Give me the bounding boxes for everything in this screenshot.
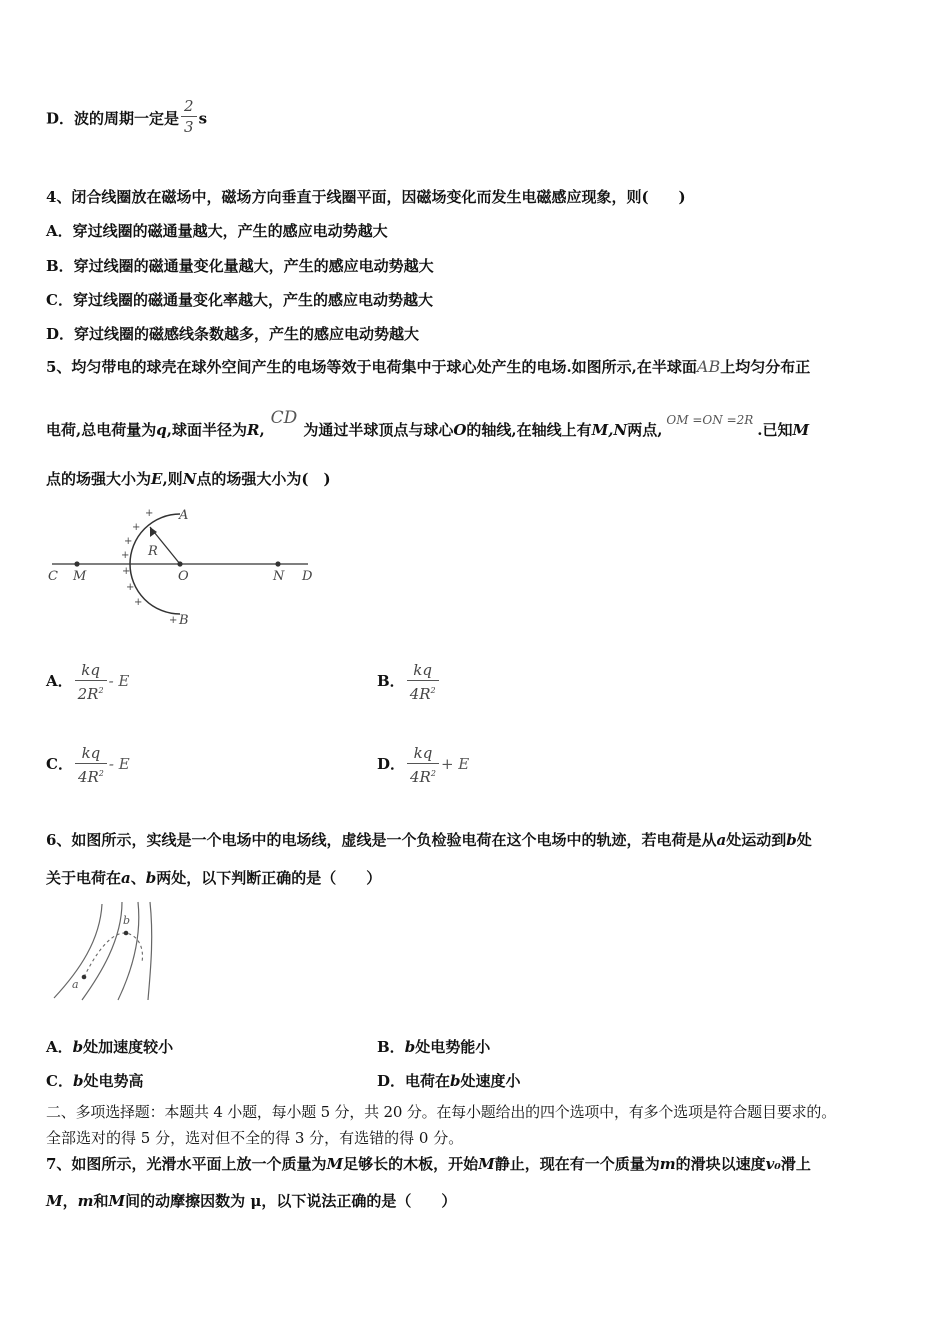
q7-stem-text: ， <box>62 1192 78 1210</box>
q5-option-fraction <box>407 660 439 704</box>
plus-charge: + <box>169 615 178 626</box>
q6-option-text: 处速度小 <box>460 1072 521 1090</box>
frac-den: 4R <box>410 768 431 786</box>
q7-stem-text: 足够长的木板，开始 <box>343 1155 479 1173</box>
q6-var-b: b <box>145 869 157 887</box>
q5-stem-text: 5、均匀带电的球壳在球外空间产生的电场等效于电荷集中于球心处产生的电场.如图所示,在半球面 <box>46 358 697 376</box>
q3d-fraction <box>181 96 197 137</box>
q5-math-cd: CD <box>270 408 298 428</box>
q4-option-c: C．穿过线圈的磁通量变化率越大，产生的感应电动势越大 <box>46 291 433 309</box>
q3d-frac-num: 2 <box>181 96 197 117</box>
q6-option-var: b <box>404 1038 416 1056</box>
q6-stem-text: 6、如图所示，实线是一个电场中的电场线，虚线是一个负检验电荷在这个电场中的轨迹，若电荷是从 <box>46 831 717 849</box>
plus-charge: + <box>134 597 143 608</box>
q6-option-letter: A． <box>46 1038 73 1056</box>
q6-option-text: 处电势高 <box>83 1072 144 1090</box>
field-line <box>148 902 152 1000</box>
q5-stem-text: 为通过半球顶点与球心 <box>303 421 454 439</box>
q6-option-letter: C． <box>46 1072 73 1090</box>
q5-stem-text: 两点, <box>627 421 663 439</box>
q6-stem-text: 、 <box>130 869 146 887</box>
q7-stem-text: 静止，现在有一个质量为 <box>494 1155 660 1173</box>
q6-stem-line2 <box>46 868 381 888</box>
q6-stem-line1 <box>46 830 812 850</box>
label-c: C <box>48 569 58 584</box>
q5-stem-text: .已知 <box>757 421 793 439</box>
label-b: b <box>123 914 131 927</box>
q5-option-letter: A． <box>46 672 73 690</box>
q3d-unit: s <box>198 109 208 128</box>
q6-field-figure <box>50 900 160 1005</box>
q5-option-fraction <box>75 660 107 704</box>
q5-option-d[interactable] <box>377 743 469 787</box>
point-b <box>124 931 129 936</box>
frac-num: kq <box>407 660 439 681</box>
q5-var-mn: M,N <box>591 421 628 439</box>
q5-math-ab: AB <box>696 357 721 376</box>
q7-stem-line2 <box>46 1191 456 1211</box>
q6-stem-text: 关于电荷在 <box>46 869 122 887</box>
q5-stem-line2 <box>46 408 810 441</box>
q5-option-c[interactable] <box>46 743 130 787</box>
q4-option-a: A．穿过线圈的磁通量越大，产生的感应电动势越大 <box>46 222 388 240</box>
label-r: R <box>148 544 158 559</box>
q7-stem-text: 7、如图所示，光滑水平面上放一个质量为 <box>46 1155 327 1173</box>
frac-sup: 2 <box>98 769 104 778</box>
q5-option-fraction <box>75 743 107 787</box>
q5-option-letter: C． <box>46 755 73 773</box>
q5-var-o: O <box>453 421 467 439</box>
radius-arrow-icon <box>150 527 157 537</box>
q5-option-letter: D． <box>377 755 406 773</box>
q7-stem-line1 <box>46 1154 811 1174</box>
q5-option-letter: B． <box>377 672 405 690</box>
q7-var-m-small: m <box>659 1155 676 1173</box>
q7-var-m-big: M <box>478 1155 495 1173</box>
q4-stem: 4、闭合线圈放在磁场中，磁场方向垂直于线圈平面，因磁场变化而发生电磁感应现象，则( ) <box>46 188 686 206</box>
q6-option-letter: D． <box>377 1072 406 1090</box>
label-o: O <box>178 569 189 584</box>
q6-option-text: 处电势能小 <box>415 1038 491 1056</box>
q6-var-a: a <box>716 831 727 849</box>
plus-charge: + <box>122 566 131 577</box>
q6-option-c[interactable] <box>46 1070 143 1091</box>
label-m: M <box>73 569 87 584</box>
q7-var-m-big: M <box>46 1192 63 1210</box>
label-a: A <box>179 508 189 523</box>
frac-num: kq <box>407 743 439 764</box>
q6-stem-text: 处运动到 <box>726 831 787 849</box>
q7-var-v0: v₀ <box>765 1155 781 1173</box>
label-d: D <box>302 569 313 584</box>
q3d-label: D．波的周期一定是 <box>46 109 180 128</box>
plus-charges <box>121 508 177 626</box>
q7-stem-text: 间的动摩擦因数为 μ，以下说法正确的是（ ） <box>125 1192 457 1210</box>
q6-option-text: 处加速度较小 <box>83 1038 174 1056</box>
q5-hemisphere-figure <box>40 500 330 635</box>
q5-stem-line1 <box>46 357 810 377</box>
point-n <box>275 561 280 566</box>
q5-option-tail: - E <box>108 672 130 690</box>
q6-stem-text: 两处，以下判断正确的是（ ） <box>156 869 382 887</box>
q5-stem-text: 电荷,总电荷量为 <box>46 421 157 439</box>
frac-den: 4R <box>77 768 99 786</box>
q5-var-r: R <box>246 421 260 439</box>
q6-var-a: a <box>121 869 131 887</box>
q5-var-m: M <box>792 421 810 439</box>
q5-stem-text: ,则 <box>162 470 183 488</box>
q5-stem-text: , <box>259 421 265 439</box>
q5-var-q: q <box>156 421 167 439</box>
plus-charge: + <box>132 522 141 533</box>
section2-heading-line1: 二、多项选择题：本题共 4 小题，每小题 5 分，共 20 分。在每小题给出的四个选项中，有多个选项是符合题目要求的。 <box>46 1103 836 1121</box>
frac-den: 4R <box>409 685 431 703</box>
q5-option-fraction <box>407 743 439 787</box>
q5-stem-text: ,球面半径为 <box>166 421 247 439</box>
q7-var-m-small: m <box>77 1192 94 1210</box>
frac-sup: 2 <box>430 769 436 778</box>
q5-option-tail: - E <box>108 755 130 773</box>
q5-math-om-on: OM =ON =2R <box>666 413 754 427</box>
q5-stem-text: 点的场强大小为 <box>46 470 152 488</box>
q5-var-n: N <box>182 470 197 488</box>
q6-var-b: b <box>786 831 797 849</box>
frac-sup: 2 <box>430 686 436 695</box>
label-n: N <box>273 569 285 584</box>
q5-option-a[interactable] <box>46 660 129 704</box>
q6-option-var: b <box>72 1072 84 1090</box>
plus-charge: + <box>124 536 133 547</box>
label-a: a <box>72 978 79 991</box>
q5-option-tail: + E <box>440 755 470 773</box>
q6-stem-text: 处 <box>796 831 812 849</box>
q5-var-e: E <box>151 470 163 488</box>
q6-option-var: b <box>72 1038 84 1056</box>
q7-var-m-big: M <box>108 1192 126 1210</box>
q5-stem-line3 <box>46 469 331 489</box>
frac-sup: 2 <box>98 686 104 695</box>
label-b: B <box>179 613 189 628</box>
frac-den: 2R <box>77 685 99 703</box>
q7-stem-text: 和 <box>93 1192 109 1210</box>
q7-var-m-big: M <box>326 1155 344 1173</box>
q6-option-var: b <box>450 1072 461 1090</box>
plus-charge: + <box>145 508 154 519</box>
q4-option-d: D．穿过线圈的磁感线条数越多，产生的感应电动势越大 <box>46 325 420 343</box>
q6-option-b[interactable] <box>377 1036 490 1057</box>
q4-option-b: B．穿过线圈的磁通量变化量越大，产生的感应电动势越大 <box>46 257 434 275</box>
q5-stem-text: 上均匀分布正 <box>720 358 811 376</box>
q7-stem-text: 滑上 <box>780 1155 811 1173</box>
frac-num: kq <box>75 660 107 681</box>
q6-option-a[interactable] <box>46 1036 173 1057</box>
plus-charge: + <box>126 582 135 593</box>
q6-option-pre: 电荷在 <box>405 1072 451 1090</box>
q3d-frac-den: 3 <box>184 118 194 136</box>
q5-stem-text: 的轴线,在轴线上有 <box>466 421 592 439</box>
q6-option-d[interactable] <box>377 1070 521 1091</box>
section2-heading-line2: 全部选对的得 5 分，选对但不全的得 3 分，有选错的得 0 分。 <box>46 1129 464 1147</box>
point-o <box>177 561 182 566</box>
point-a <box>82 975 87 980</box>
point-m <box>74 561 79 566</box>
frac-num: kq <box>75 743 107 764</box>
q7-stem-text: 的滑块以速度 <box>675 1155 766 1173</box>
q6-option-letter: B． <box>377 1038 405 1056</box>
q5-stem-text: 点的场强大小为( ) <box>196 470 331 488</box>
plus-charge: + <box>121 550 130 561</box>
q3-option-d <box>46 97 208 137</box>
q5-option-b[interactable] <box>377 660 441 704</box>
